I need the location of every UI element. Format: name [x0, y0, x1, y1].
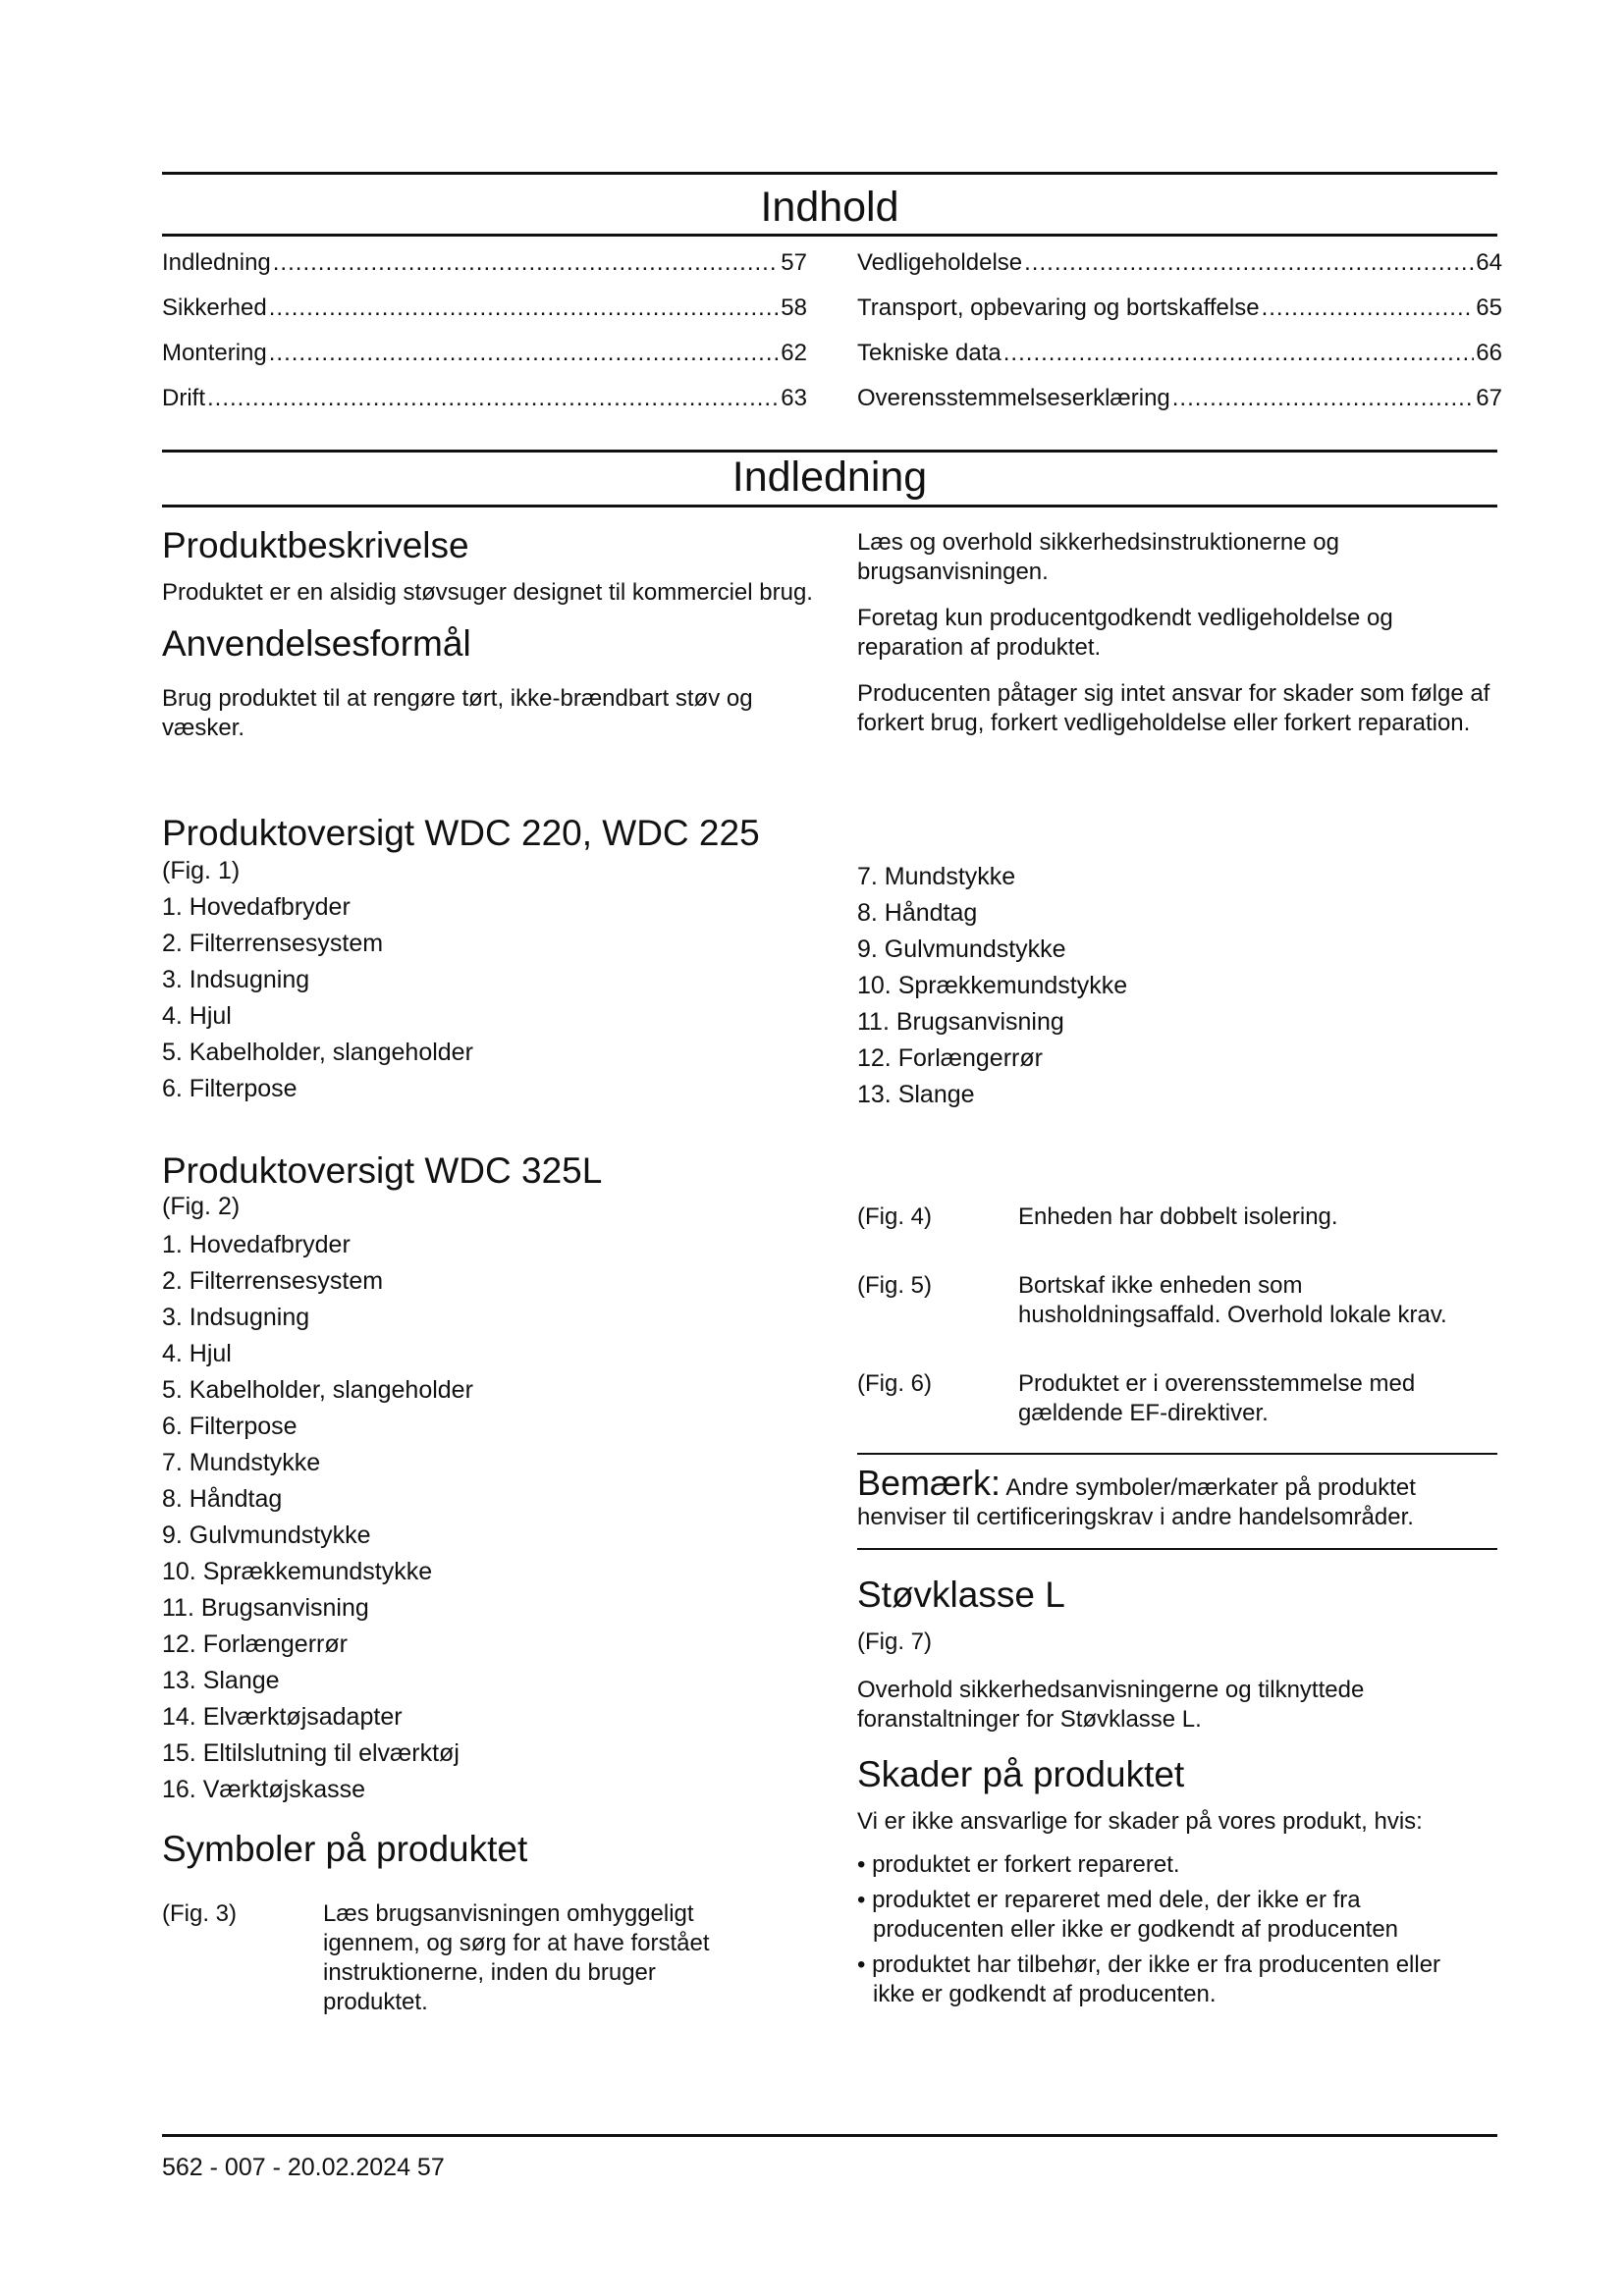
note-rule: [857, 1453, 1497, 1455]
list-item: 11. Brugsanvisning: [857, 1008, 1064, 1036]
toc-page: 67: [1476, 385, 1502, 411]
fig-reference: (Fig. 2): [162, 1193, 241, 1220]
toc-leader: [273, 248, 780, 278]
toc-page: 66: [1476, 340, 1502, 366]
overview2-list: [162, 1227, 815, 1808]
toc-label: Sikkerhed: [162, 294, 267, 321]
intro-paragraph: Producenten påtager sig intet ansvar for skader som følge af forkert brug, forkert vedligeholdelse eller forkert reparation.: [857, 680, 1490, 736]
list-item: 12. Forlængerrør: [162, 1630, 348, 1658]
symbol-row: [857, 1369, 1500, 1428]
list-item: 9. Gulvmundstykke: [162, 1522, 371, 1549]
list-item: 16. Værktøjskasse: [162, 1776, 366, 1803]
section-title: Indledning: [731, 454, 928, 501]
overview1-left: [162, 813, 815, 1107]
toc-leader: [1172, 384, 1475, 413]
list-item: 3. Indsugning: [162, 1304, 310, 1331]
symbol-description: Enheden har dobbelt isolering.: [1018, 1203, 1338, 1230]
produktbeskrivelse-text: Produktet er en alsidig støvsuger designet til kommerciel brug.: [162, 579, 813, 606]
symbol-description: Læs brugsanvisningen omhyggeligt igennem, og sørg for at have forstået instruktionerne, inden du bruger produktet.: [323, 1900, 710, 2015]
toc-title: Indhold: [760, 184, 899, 231]
fig-reference: (Fig. 7): [857, 1629, 933, 1655]
toc-page: 57: [781, 249, 807, 276]
note-label: Bemærk:: [857, 1463, 1001, 1503]
note-box: [857, 1464, 1500, 1532]
symbols-left: [162, 1829, 815, 2017]
overview2-heading: Produktoversigt WDC 325L: [162, 1150, 603, 1191]
toc-label: Tekniske data: [857, 340, 1001, 366]
toc-left-column: [162, 248, 807, 429]
section-rule: [162, 505, 1497, 507]
toc-entry[interactable]: [857, 384, 1502, 429]
footer-text: 562 - 007 - 20.02.2024 57: [162, 2154, 445, 2181]
symbol-row: [162, 1899, 815, 2017]
toc-label: Drift: [162, 385, 205, 411]
list-item: 13. Slange: [857, 1081, 975, 1108]
dust-class-section: [857, 1575, 1500, 1735]
toc-rule: [162, 234, 1497, 237]
list-item: • produktet har tilbehør, der ikke er fra producenten eller ikke er godkendt af producenten.: [857, 1951, 1441, 2007]
list-item: 1. Hovedafbryder: [162, 893, 351, 921]
toc-leader: [1024, 248, 1474, 278]
toc-leader: [207, 384, 779, 413]
fig-reference: (Fig. 5): [857, 1272, 933, 1299]
intro-left: [162, 525, 815, 743]
toc-entry[interactable]: [162, 384, 807, 429]
toc-leader: [269, 294, 780, 323]
list-item: • produktet er forkert repareret.: [857, 1851, 1180, 1878]
list-item: 7. Mundstykke: [857, 863, 1016, 890]
note-rule: [857, 1548, 1497, 1550]
symbols-right: [857, 1202, 1500, 1428]
overview1-heading: Produktoversigt WDC 220, WDC 225: [162, 813, 760, 853]
fig-reference: (Fig. 6): [857, 1370, 933, 1397]
toc-entry[interactable]: [857, 294, 1502, 339]
list-item: 10. Sprækkemundstykke: [857, 972, 1128, 999]
list-item: 2. Filterrensesystem: [162, 930, 384, 957]
intro-paragraph: Foretag kun producentgodkendt vedligeholdelse og reparation af produktet.: [857, 605, 1393, 661]
symbol-description: Bortskaf ikke enheden som husholdningsaffald. Overhold lokale krav.: [1018, 1272, 1447, 1328]
list-item: 14. Elværktøjsadapter: [162, 1703, 403, 1731]
list-item: 3. Indsugning: [162, 966, 310, 993]
toc-label: Transport, opbevaring og bortskaffelse: [857, 294, 1260, 321]
list-item: 6. Filterpose: [162, 1413, 298, 1440]
list-item: 7. Mundstykke: [162, 1449, 321, 1476]
anvendelse-text: Brug produktet til at rengøre tørt, ikke-brændbart støv og væsker.: [162, 685, 753, 741]
toc-page: 62: [781, 340, 807, 366]
list-item: 12. Forlængerrør: [857, 1044, 1043, 1072]
note-text: Andre symboler/mærkater på produktet henviser til certificeringskrav i andre handelsområder.: [857, 1474, 1416, 1530]
intro-right: [857, 528, 1500, 738]
list-item: 15. Eltilslutning til elværktøj: [162, 1739, 460, 1767]
symbol-row: [857, 1202, 1500, 1232]
fig-reference: (Fig. 3): [162, 1900, 238, 1927]
fig-reference: (Fig. 4): [857, 1203, 933, 1230]
toc-entry[interactable]: [162, 248, 807, 294]
toc-label: Overensstemmelseserklæring: [857, 385, 1170, 411]
toc-entry[interactable]: [162, 339, 807, 384]
overview1-right: [857, 859, 1500, 1113]
overview1-list-continued: [857, 859, 1500, 1113]
symbols-heading: Symboler på produktet: [162, 1829, 528, 1869]
list-item: 8. Håndtag: [857, 899, 978, 927]
fig-reference: (Fig. 1): [162, 857, 241, 884]
list-item: 6. Filterpose: [162, 1075, 298, 1102]
overview1-list: [162, 889, 815, 1107]
list-item: 8. Håndtag: [162, 1485, 283, 1513]
list-item: • produktet er repareret med dele, der ikke er fra producenten eller ikke er godkendt af producenten: [857, 1887, 1399, 1943]
damage-intro: Vi er ikke ansvarlige for skader på vores produkt, hvis:: [857, 1808, 1423, 1835]
symbol-row: [857, 1271, 1500, 1330]
list-item: 5. Kabelholder, slangeholder: [162, 1039, 473, 1066]
damage-section: [857, 1754, 1500, 2015]
list-item: 9. Gulvmundstykke: [857, 935, 1066, 963]
list-item: 2. Filterrensesystem: [162, 1267, 384, 1295]
dust-class-text: Overhold sikkerhedsanvisningerne og tilknyttede foranstaltninger for Støvklasse L.: [857, 1677, 1365, 1733]
damage-list: [857, 1850, 1486, 2009]
produktbeskrivelse-heading: Produktbeskrivelse: [162, 525, 469, 565]
damage-heading: Skader på produktet: [857, 1754, 1185, 1794]
list-item: 13. Slange: [162, 1667, 280, 1694]
toc-entry[interactable]: [857, 339, 1502, 384]
toc-label: Montering: [162, 340, 267, 366]
intro-paragraph: Læs og overhold sikkerhedsinstruktionerne og brugsanvisningen.: [857, 529, 1339, 585]
anvendelse-heading: Anvendelsesformål: [162, 623, 471, 664]
dust-class-heading: Støvklasse L: [857, 1575, 1065, 1615]
toc-leader: [1262, 294, 1475, 323]
toc-page: 65: [1476, 294, 1502, 321]
toc-page: 58: [781, 294, 807, 321]
footer-rule: [162, 2134, 1497, 2137]
toc-page: 63: [781, 385, 807, 411]
toc-leader: [269, 339, 780, 368]
overview2-left: [162, 1150, 815, 1808]
toc-entry[interactable]: [162, 294, 807, 339]
toc-label: Vedligeholdelse: [857, 249, 1023, 276]
toc-leader: [1003, 339, 1475, 368]
list-item: 4. Hjul: [162, 1340, 232, 1367]
list-item: 5. Kabelholder, slangeholder: [162, 1376, 473, 1404]
toc-page: 64: [1476, 249, 1502, 276]
toc-label: Indledning: [162, 249, 271, 276]
top-rule: [162, 172, 1497, 175]
toc-right-column: [857, 248, 1502, 429]
list-item: 10. Sprækkemundstykke: [162, 1558, 433, 1585]
list-item: 1. Hovedafbryder: [162, 1231, 351, 1258]
symbol-description: Produktet er i overensstemmelse med gældende EF-direktiver.: [1018, 1370, 1416, 1426]
toc-entry[interactable]: [857, 248, 1502, 294]
list-item: 4. Hjul: [162, 1002, 232, 1030]
list-item: 11. Brugsanvisning: [162, 1594, 369, 1622]
